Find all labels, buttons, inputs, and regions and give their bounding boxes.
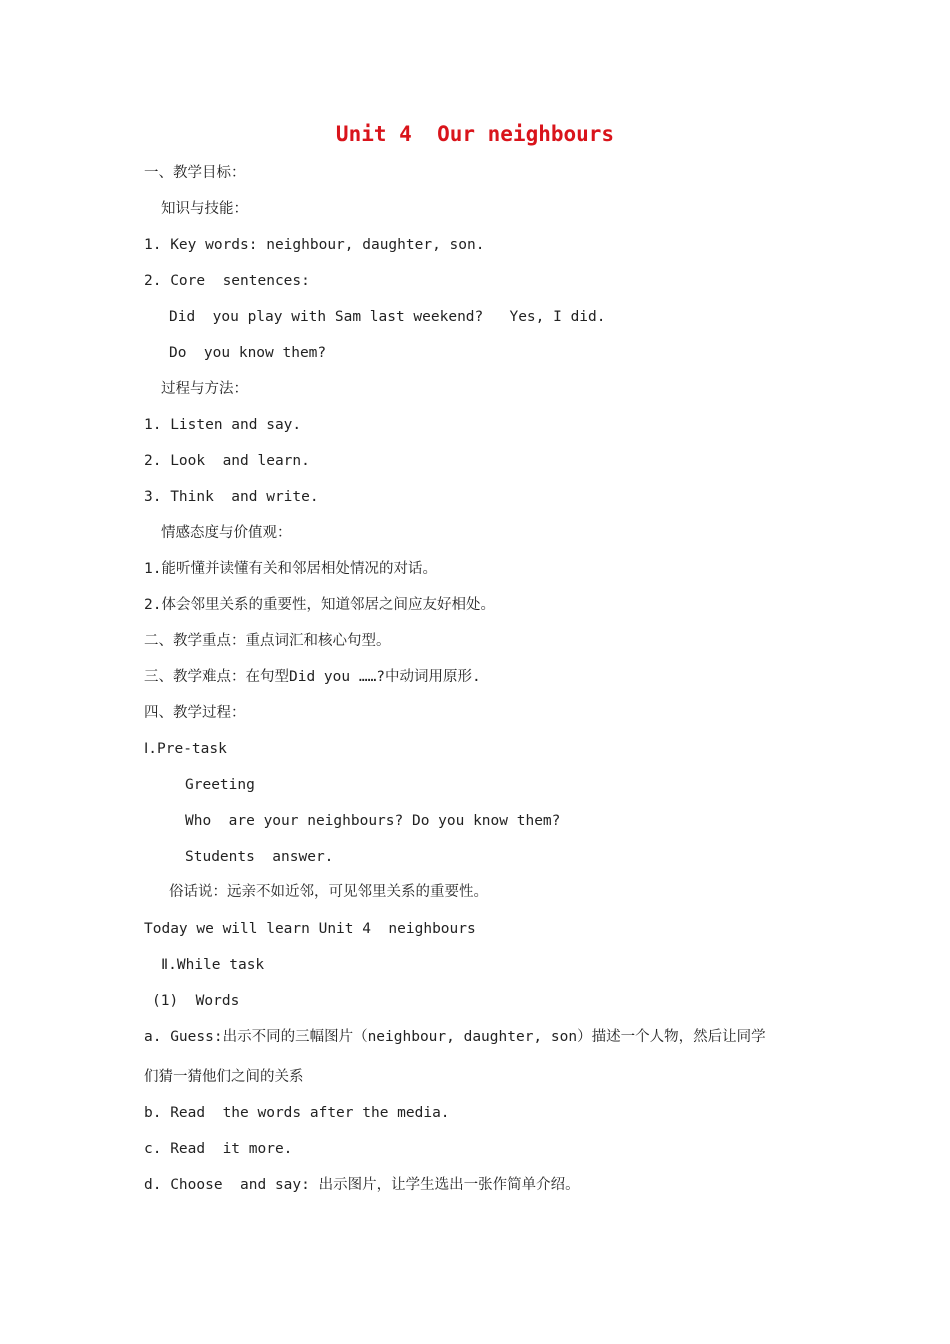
- text-line: Students answer.: [185, 849, 334, 865]
- text-line: Did you play with Sam last weekend? Yes, I did.: [169, 309, 606, 325]
- subheading-knowledge-skills: 知识与技能：: [161, 201, 248, 217]
- section-heading-process: 四、教学过程：: [144, 705, 246, 721]
- subheading-process-method: 过程与方法：: [161, 381, 248, 397]
- text-line: 2. Look and learn.: [144, 453, 310, 469]
- text-line: 1. Listen and say.: [144, 417, 302, 433]
- subheading-while-task: Ⅱ.While task: [161, 957, 265, 973]
- text-line: c. Read it more.: [144, 1141, 293, 1157]
- text-line: 俗话说：远亲不如近邻，可见邻里关系的重要性。: [169, 884, 488, 900]
- section-heading-key-points: 二、教学重点：重点词汇和核心句型。: [144, 633, 391, 649]
- text-line: Do you know them?: [169, 345, 327, 361]
- text-line: (1) Words: [152, 993, 240, 1009]
- subheading-pre-task: Ⅰ.Pre-task: [144, 741, 227, 757]
- text-line: 2. Core sentences:: [144, 273, 310, 289]
- text-line: Who are your neighbours? Do you know them?: [185, 813, 561, 829]
- subheading-attitude-values: 情感态度与价值观：: [161, 525, 292, 541]
- text-line: a. Guess:出示不同的三幅图片（neighbour, daughter, son）描述一个人物，然后让同学: [144, 1029, 766, 1045]
- text-line: 3. Think and write.: [144, 489, 319, 505]
- text-line: d. Choose and say: 出示图片，让学生选出一张作简单介绍。: [144, 1177, 580, 1193]
- text-line: 2.体会邻里关系的重要性，知道邻居之间应友好相处。: [144, 597, 495, 613]
- text-line: Greeting: [185, 777, 255, 793]
- text-line: 们猜一猜他们之间的关系: [144, 1069, 304, 1085]
- text-line: Today we will learn Unit 4 neighbours: [144, 921, 476, 937]
- document-title: Unit 4 Our neighbours: [335, 122, 615, 146]
- section-heading-objectives: 一、教学目标：: [144, 165, 246, 181]
- text-line: 1.能听懂并读懂有关和邻居相处情况的对话。: [144, 561, 437, 577]
- text-line: 1. Key words: neighbour, daughter, son.: [144, 237, 485, 253]
- text-line: b. Read the words after the media.: [144, 1105, 450, 1121]
- section-heading-difficulties: 三、教学难点：在句型Did you ……?中动词用原形.: [144, 669, 481, 685]
